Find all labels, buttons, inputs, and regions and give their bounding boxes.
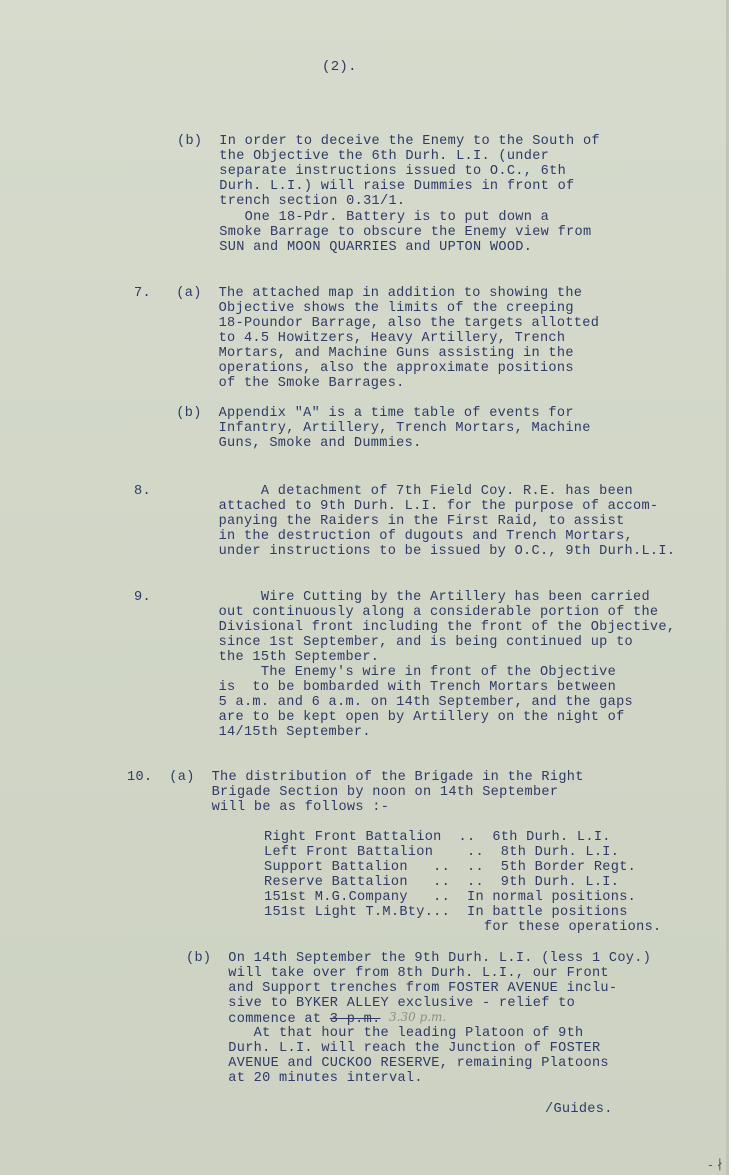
para-10b-line: and Support trenches from FOSTER AVENUE inclu- xyxy=(186,981,618,996)
para-9-line: the 15th September. xyxy=(134,650,380,665)
para-7-line: to 4.5 Howitzers, Heavy Artillery, Trench xyxy=(134,331,566,346)
pencil-mark: - ∤ xyxy=(708,1158,723,1173)
para-b-line: separate instructions issued to O.C., 6th xyxy=(177,164,567,179)
commence-text: commence at xyxy=(186,1012,330,1027)
distribution-row: Support Battalion .. .. 5th Border Regt. xyxy=(264,860,637,875)
para-8-line: under instructions to be issued by O.C., 9th Durh.L.I. xyxy=(134,544,676,559)
distribution-row: for these operations. xyxy=(264,920,662,935)
para-9-line: 9. Wire Cutting by the Artillery has been carried xyxy=(134,590,650,605)
para-9-line: Divisional front including the front of the Objective, xyxy=(134,620,676,635)
para-7-line: Objective shows the limits of the creeping xyxy=(134,301,574,316)
para-b-line: Smoke Barrage to obscure the Enemy view from xyxy=(177,225,592,240)
para-8-line: in the destruction of dugouts and Trench Mortars, xyxy=(134,529,633,544)
para-7-line: (b) Appendix "A" is a time table of events for xyxy=(134,406,574,421)
para-7-line: Mortars, and Machine Guns assisting in the xyxy=(134,346,574,361)
para-7-line: of the Smoke Barrages. xyxy=(134,376,405,391)
para-8-line: panying the Raiders in the First Raid, to assist xyxy=(134,514,625,529)
para-7-line: operations, also the approximate positions xyxy=(134,361,574,376)
distribution-row: 151st Light T.M.Bty... In battle positions xyxy=(264,905,628,920)
para-9-line: are to be kept open by Artillery on the night of xyxy=(134,710,625,725)
para-10a-line: 10. (a) The distribution of the Brigade in the Right xyxy=(127,770,584,785)
para-7-line: Guns, Smoke and Dummies. xyxy=(134,436,422,451)
para-b-line: (b) In order to deceive the Enemy to the South of xyxy=(177,134,600,149)
para-9-line: The Enemy's wire in front of the Objective xyxy=(134,665,617,680)
para-10b-line: (b) On 14th September the 9th Durh. L.I. (less 1 Coy.) xyxy=(186,951,652,966)
para-b-line: SUN and MOON QUARRIES and UPTON WOOD. xyxy=(177,240,533,255)
para-9-line: is to be bombarded with Trench Mortars between xyxy=(134,680,617,695)
para-7-line: 7. (a) The attached map in addition to showing the xyxy=(134,286,583,301)
para-10b-line: Durh. L.I. will reach the Junction of FOSTER xyxy=(186,1041,601,1056)
para-9-line: since 1st September, and is being continued up to xyxy=(134,635,633,650)
para-10a-line: will be as follows :- xyxy=(127,800,390,815)
struck-time: 3 p.m. xyxy=(329,1012,381,1027)
para-10a-line: Brigade Section by noon on 14th September xyxy=(127,785,559,800)
para-b-line: Durh. L.I.) will raise Dummies in front of xyxy=(177,179,575,194)
catchword: /Guides. xyxy=(545,1102,613,1117)
distribution-row: Right Front Battalion .. 6th Durh. L.I. xyxy=(264,830,611,845)
page-number: (2). xyxy=(322,59,357,75)
distribution-row: Left Front Battalion .. 8th Durh. L.I. xyxy=(264,845,620,860)
para-10b-line: sive to BYKER ALLEY exclusive - relief to xyxy=(186,996,576,1011)
para-b-line: One 18-Pdr. Battery is to put down a xyxy=(177,210,550,225)
handwritten-correction: 3.30 p.m. xyxy=(389,1010,447,1024)
para-8-line: attached to 9th Durh. L.I. for the purpose of accom- xyxy=(134,499,659,514)
para-10b-line: At that hour the leading Platoon of 9th xyxy=(186,1026,584,1041)
para-10b-line: AVENUE and CUCKOO RESERVE, remaining Platoons xyxy=(186,1056,609,1071)
para-10b-line: at 20 minutes interval. xyxy=(186,1071,423,1086)
para-10b-line xyxy=(186,1011,446,1027)
para-9-line: out continuously along a considerable portion of the xyxy=(134,605,659,620)
distribution-row: Reserve Battalion .. .. 9th Durh. L.I. xyxy=(264,875,620,890)
distribution-row: 151st M.G.Company .. In normal positions. xyxy=(264,890,637,905)
para-b-line: trench section 0.31/1. xyxy=(177,194,406,209)
para-9-line: 14/15th September. xyxy=(134,725,371,740)
para-9-line: 5 a.m. and 6 a.m. on 14th September, and the gaps xyxy=(134,695,633,710)
para-7-line: Infantry, Artillery, Trench Mortars, Machine xyxy=(134,421,591,436)
para-10b-line: will take over from 8th Durh. L.I., our Front xyxy=(186,966,609,981)
para-7-line: 18-Poundor Barrage, also the targets allotted xyxy=(134,316,600,331)
para-8-line: 8. A detachment of 7th Field Coy. R.E. has been xyxy=(134,484,633,499)
para-b-line: the Objective the 6th Durh. L.I. (under xyxy=(177,149,550,164)
